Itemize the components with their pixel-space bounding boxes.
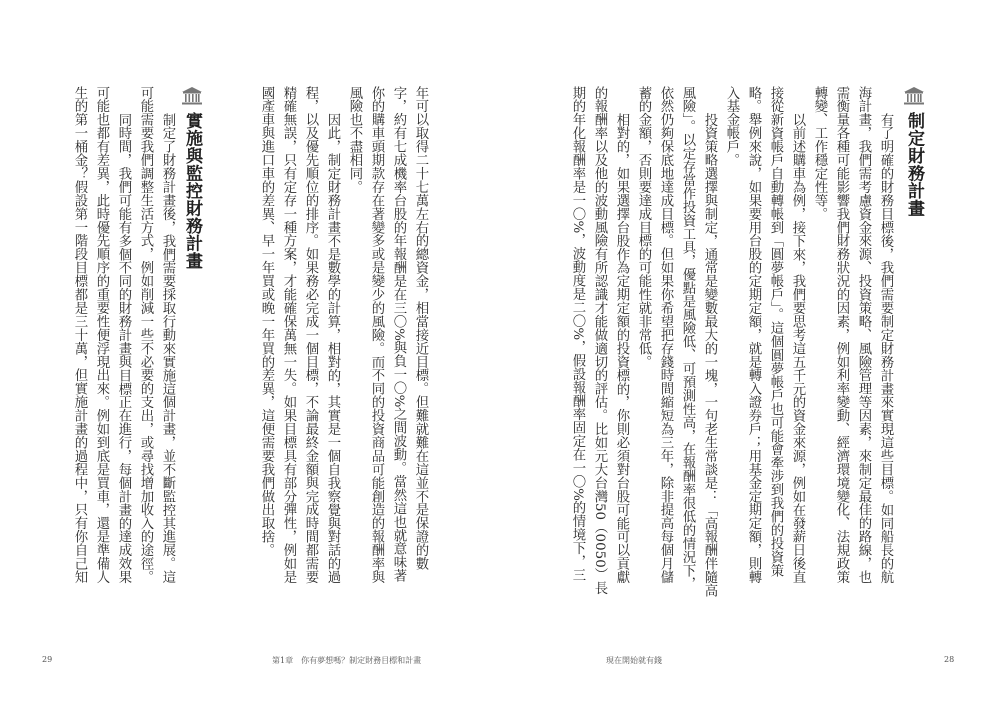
chapter-running-head: 第1章 你有夢想嗎？制定財務目標和計畫 bbox=[272, 656, 422, 665]
text-line: 接從新資帳戶自動轉帳到「圓夢帳戶」。這個圓夢帳戶也可能會牽涉到我們的投資策 bbox=[768, 86, 783, 577]
book-running-head: 現在開始就有錢 bbox=[606, 656, 662, 665]
text-line: 你的購車頭期款存在著變多或是變少的風險。而不同的投資商品可能創造的報酬率與 bbox=[369, 86, 384, 584]
text-line: 國產車與進口車的差異、早一年買或晚一年買的差異，這便需要我們做出取捨。 bbox=[259, 86, 274, 557]
text-line: 可能需要我們調整生活方式，例如削減一些不必要的支出，或尋找增加收入的途徑。 bbox=[138, 86, 153, 584]
text-line: 風險也不盡相同。 bbox=[347, 86, 362, 194]
text-line: 制定了財務計畫後，我們需要採取行動來實施這個計畫，並不斷監控其進展。這 bbox=[160, 113, 175, 584]
pillar-building-icon bbox=[903, 86, 925, 106]
section-heading bbox=[902, 86, 926, 586]
text-line: 轉變、工作穩定性等。 bbox=[812, 86, 827, 221]
text-line: 海計畫，我們需考慮資金來源、投資策略、風險管理等因素，來制定最佳的路線，也 bbox=[856, 86, 871, 584]
text-line: 入基金帳戶。 bbox=[724, 86, 739, 167]
page-number-left: 29 bbox=[42, 655, 53, 664]
right-page bbox=[566, 86, 926, 598]
text-line: 投資策略選擇與制定，通常是變數最大的一塊，一句老生常談是：「高報酬伴隨高 bbox=[702, 113, 717, 598]
text-line: 精確無誤，只有定存一種方案，才能確保萬無一失。如果目標具有部分彈性，例如是 bbox=[281, 86, 296, 584]
text-line: 有了明確的財務目標後，我們需要制定財務計畫來實現這些目標。如同船長的航 bbox=[878, 113, 893, 584]
pillar-building-icon bbox=[181, 86, 203, 106]
section-heading bbox=[180, 86, 204, 586]
text-line: 略。舉例來說，如果要用台股的定期定額，就是轉入證券戶；用基金定期定額，則轉 bbox=[746, 86, 761, 584]
text-line: 風險」。以定存當作投資工具，優點是風險低、可預測性高，在報酬率很低的情況下， bbox=[680, 86, 695, 591]
page-number-right: 28 bbox=[944, 655, 955, 664]
text-line: 生的第一桶金？假設第一階段目標都是三十萬，但實施計畫的過程中，只有你自己知 bbox=[72, 86, 87, 584]
text-line: 依然仍夠保底地達成目標。但如果你希望把存錢時間縮短為三年，除非提高每個月儲 bbox=[658, 86, 673, 584]
section-title: 制定財務計畫 bbox=[904, 112, 924, 217]
text-line: 蓄的金額，否則要達成目標的可能性就非常低。 bbox=[636, 86, 651, 369]
left-page bbox=[68, 86, 431, 586]
text-line: 的報酬率以及他的波動風險有所認識才能做適切的評估。比如元大台灣50（0050）長 bbox=[592, 86, 607, 595]
text-line: 相對的，如果選擇台股作為定期定額的投資標的，你則必須對台股可能可以貢獻 bbox=[614, 113, 629, 584]
text-line: 可能也都有差異，此時優先順序的重要性便浮現出來。例如到底是買車，還是準備人 bbox=[94, 86, 109, 584]
text-line: 年可以取得二十七萬左右的總資金，相當接近目標。但難就難在這並不是保證的數 bbox=[413, 86, 428, 571]
section-title: 實施與監控財務計畫 bbox=[182, 112, 202, 270]
text-line: 同時間，我們可能有多個不同的財務計畫與目標正在進行，每個計畫的達成效果 bbox=[116, 113, 131, 584]
text-line: 以前述購車為例，接下來，我們要思考這五千元的資金來源，例如在發薪日後直 bbox=[790, 113, 805, 584]
text-line: 程，以及優先順位的排序。如果務必完成一個目標，不論最終金額與完成時間都需要 bbox=[303, 86, 318, 584]
text-line: 需衡量各種可能影響我們財務狀況的因素，例如利率變動、經濟環境變化、法規政策 bbox=[834, 86, 849, 584]
text-line: 字，約有七成機率台股的年報酬是在三〇%與負一〇%之間波動。當然這也就意味著 bbox=[391, 86, 406, 583]
text-line: 因此，制定財務計畫不是數學的計算，相對的，其實是一個自我察覺與對話的過 bbox=[325, 113, 340, 584]
text-line: 期的年化報酬率是一〇%，波動度是二〇%，假設報酬率固定在一〇%的情境下，三 bbox=[570, 86, 585, 582]
